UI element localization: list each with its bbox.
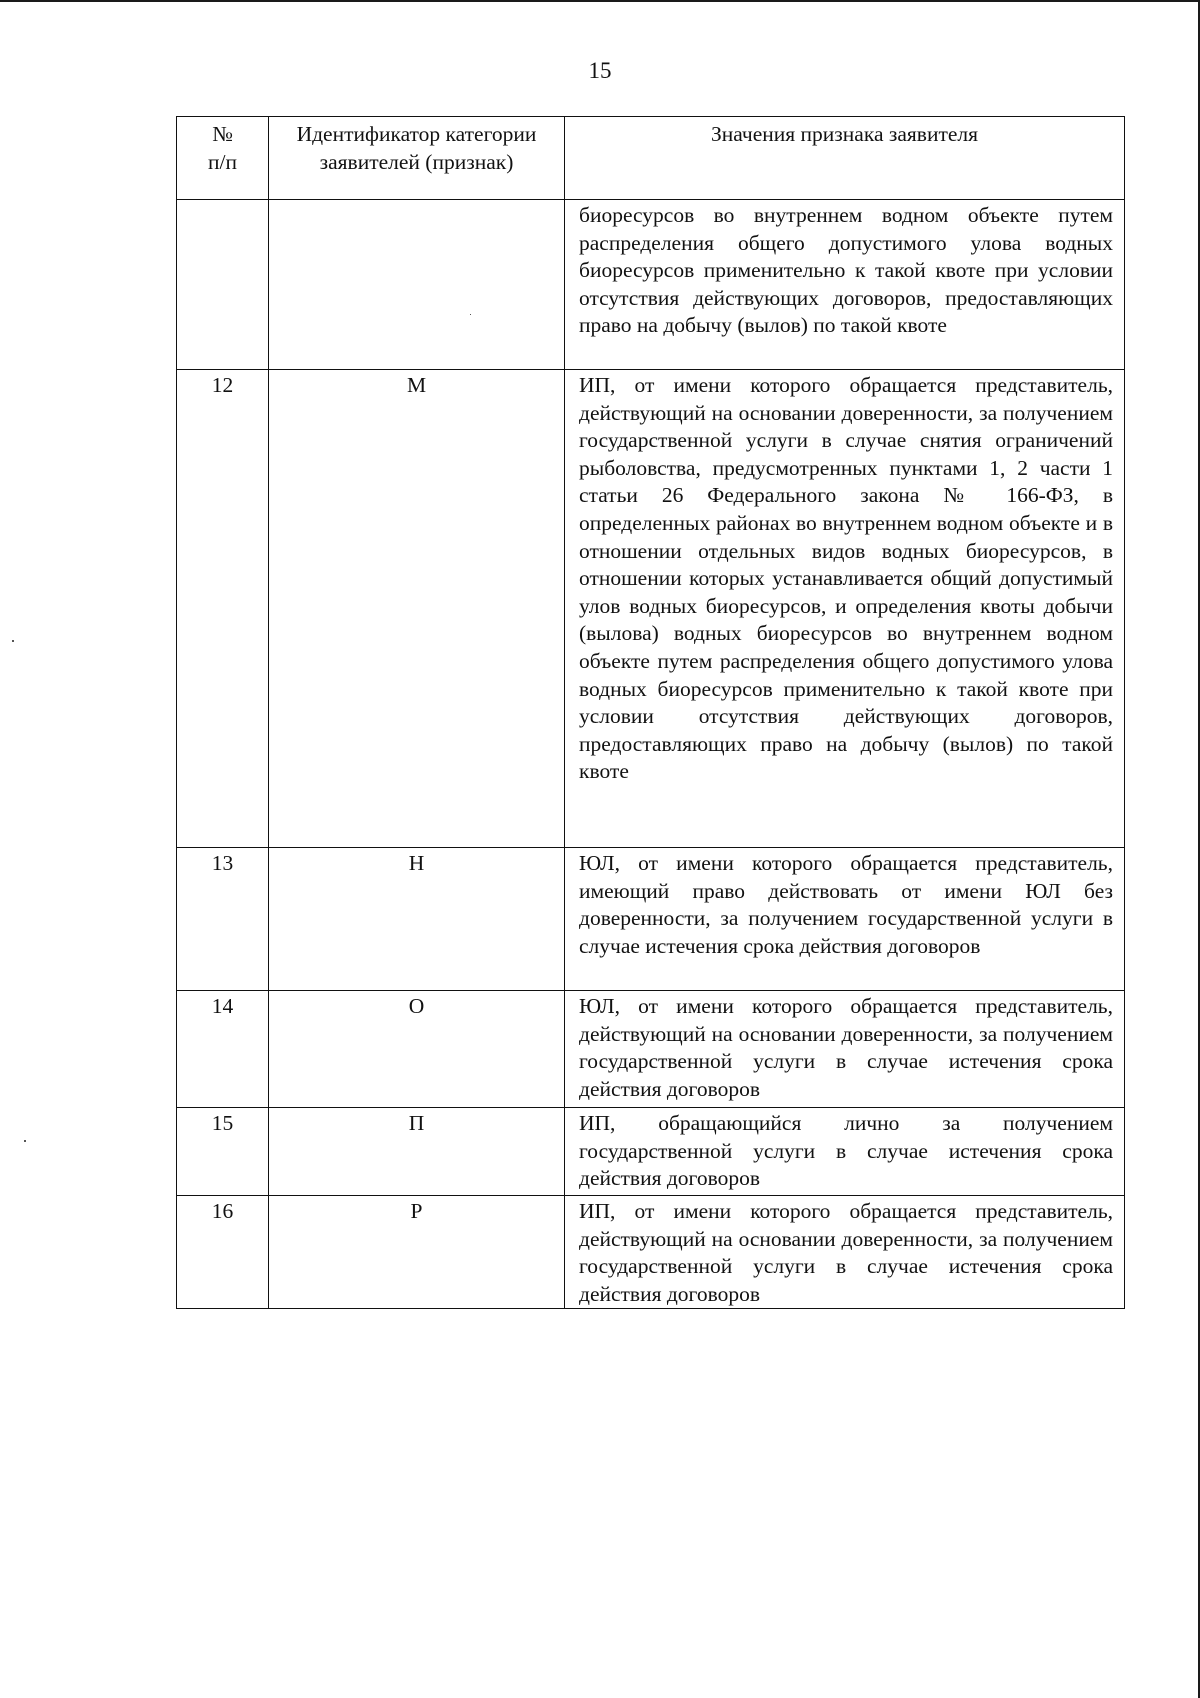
row-value: биоресурсов во внутреннем водном объекте путем распределения общего допустимого улова водных биоресурсов применительно к такой квоте при условии отсутствия действующих договоров, предоставляющих право на добычу (вылов) по такой квоте (565, 200, 1125, 370)
row-identifier: Н (269, 848, 565, 991)
table-row (177, 991, 1125, 1108)
table-row (177, 848, 1125, 991)
table-row (177, 370, 1125, 848)
table-row (177, 1196, 1125, 1309)
page-number: 15 (588, 58, 612, 83)
row-value: ЮЛ, от имени которого обращается представитель, действующий на основании доверенности, за получением государственной услуги в случае истечения срока действия договоров (565, 991, 1125, 1108)
row-identifier: М (269, 370, 565, 848)
row-value: ИП, от имени которого обращается представитель, действующий на основании доверенности, за получением государственной услуги в случае истечения срока действия договоров (565, 1196, 1125, 1309)
row-number: 14 (177, 991, 269, 1108)
scan-border-top (0, 0, 1200, 2)
table-row (177, 1108, 1125, 1196)
row-number: 12 (177, 370, 269, 848)
row-number: 15 (177, 1108, 269, 1196)
row-identifier (269, 200, 565, 370)
row-value: ЮЛ, от имени которого обращается представитель, имеющий право действовать от имени ЮЛ без доверенности, за получением государственной услуги в случае истечения срока действия договоров (565, 848, 1125, 991)
row-number (177, 200, 269, 370)
row-value: ИП, от имени которого обращается представитель, действующий на основании доверенности, за получением государственной услуги в случае снятия ограничений рыболовства, предусмотренных пунктами 1, 2 части 1 статьи 26 Федерального закона № 166-ФЗ, в определенных районах во внутреннем водном объекте и в отношении отдельных видов водных биоресурсов, в отношении которых устанавливается общий допустимый улов водных биоресурсов, и определения квоты добычи (вылова) водных биоресурсов во внутреннем водном объекте путем распределения общего допустимого улова водных биоресурсов применительно к такой квоте при условии отсутствия действующих договоров, предоставляющих право на добычу (вылов) по такой квоте (565, 370, 1125, 848)
scan-speck (24, 1140, 26, 1142)
row-number: 16 (177, 1196, 269, 1309)
header-num: № п/п (177, 117, 269, 200)
row-identifier: О (269, 991, 565, 1108)
row-identifier: П (269, 1108, 565, 1196)
applicant-categories-table (176, 116, 1125, 1309)
row-number: 13 (177, 848, 269, 991)
header-identifier: Идентификатор категории заявителей (признак) (269, 117, 565, 200)
table-header-row (177, 117, 1125, 200)
row-value: ИП, обращающийся лично за получением государственной услуги в случае истечения срока действия договоров (565, 1108, 1125, 1196)
table-row (177, 200, 1125, 370)
row-identifier: Р (269, 1196, 565, 1309)
header-value: Значения признака заявителя (565, 117, 1125, 200)
scan-speck (12, 640, 14, 642)
